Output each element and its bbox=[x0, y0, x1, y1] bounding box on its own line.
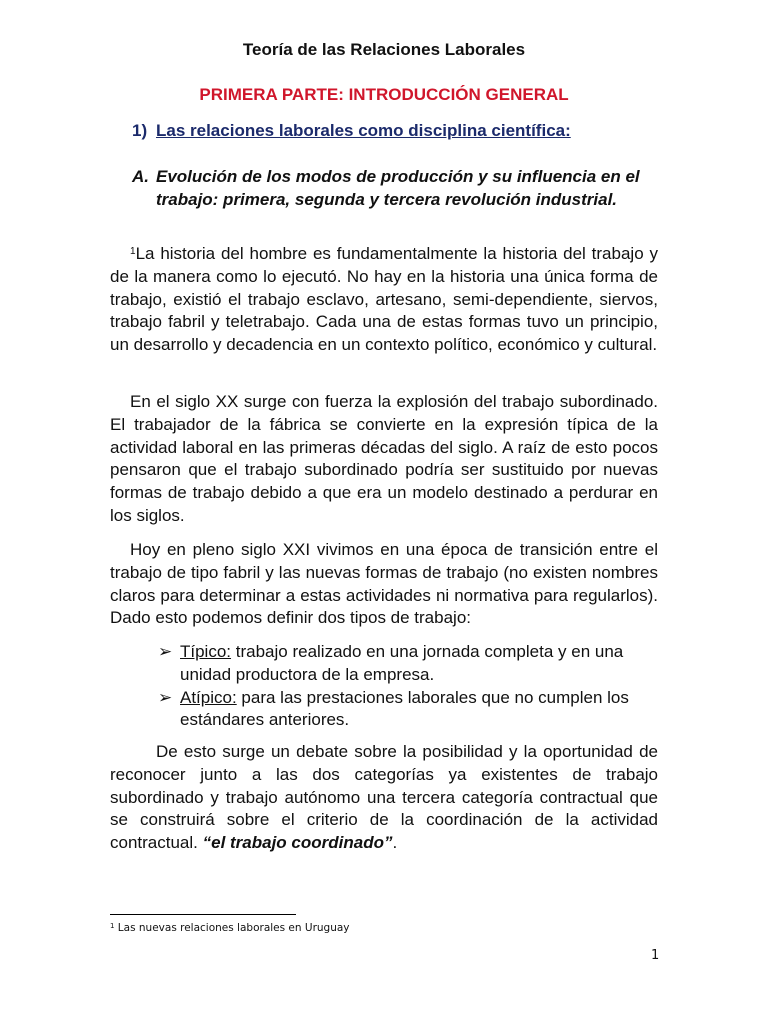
subsection-letter: A. bbox=[132, 167, 149, 186]
paragraph-1 bbox=[110, 243, 658, 357]
arrow-bullet-icon: ➢ bbox=[158, 687, 173, 707]
section-title: Las relaciones laborales como disciplina científica: bbox=[156, 121, 571, 140]
bullet-list bbox=[158, 641, 658, 732]
paragraph-2-text: En el siglo XX surge con fuerza la explosión del trabajo subordinado. El trabajador de la fábrica se convierte en la expresión típica de la actividad laboral en las primeras décadas del siglo. A raíz de esto pocos pensaron que el trabajo subordinado podría ser sustituido por nuevas formas de trabajo debido a que era un modelo destinado a perdurar en los siglos. bbox=[110, 392, 658, 525]
page-number: 1 bbox=[651, 948, 660, 963]
footnote bbox=[110, 922, 350, 934]
subsection-heading bbox=[132, 165, 662, 211]
list-item bbox=[158, 687, 658, 733]
bullet-text: para las prestaciones laborales que no cumplen los estándares anteriores. bbox=[180, 687, 629, 730]
part-heading: PRIMERA PARTE: INTRODUCCIÓN GENERAL bbox=[199, 85, 569, 104]
subsection-title: Evolución de los modos de producción y su influencia en el trabajo: primera, segunda y tercera revolución industrial. bbox=[156, 167, 640, 209]
footnote-reference: 1 bbox=[130, 246, 136, 257]
footnote-separator bbox=[110, 914, 296, 915]
paragraph-4-text: De esto surge un debate sobre la posibilidad y la oportunidad de reconocer junto a las dos categorías ya existentes de trabajo subordinado y trabajo autónomo una tercera categoría contractual que se construirá sobre el criterio de la coordinación de la actividad contractual. bbox=[110, 742, 658, 853]
section-number: 1) bbox=[132, 121, 148, 140]
footnote-text: Las nuevas relaciones laborales en Uruguay bbox=[114, 922, 350, 934]
bullet-text: trabajo realizado en una jornada completa y en una unidad productora de la empresa. bbox=[180, 642, 624, 684]
document-title: Teoría de las Relaciones Laborales bbox=[242, 40, 526, 59]
paragraph-3 bbox=[110, 539, 658, 630]
paragraph-4-emphasis: “el trabajo coordinado” bbox=[202, 833, 393, 853]
list-item bbox=[158, 641, 658, 687]
arrow-bullet-icon: ➢ bbox=[158, 642, 173, 661]
paragraph-3-text: Hoy en pleno siglo XXI vivimos en una época de transición entre el trabajo de tipo fabril y las nuevas formas de trabajo (no existen nombres claros para determinar a estas actividades ni normativa para regularlos). Dado esto podemos definir dos tipos de trabajo: bbox=[110, 540, 658, 628]
paragraph-2 bbox=[110, 391, 658, 528]
paragraph-4-end: . bbox=[392, 833, 398, 853]
section-heading bbox=[132, 121, 571, 141]
footnote-marker: 1 bbox=[110, 922, 115, 930]
paragraph-4 bbox=[110, 741, 658, 855]
paragraph-1-text: La historia del hombre es fundamentalmente la historia del trabajo y de la manera como lo ejecutó. No hay en la historia una única forma de trabajo, existió el trabajo esclavo, artesano, semi-dependiente, siervos, trabajo fabril y teletrabajo. Cada una de estas formas tuvo un principio, un desarrollo y decadencia en un contexto político, económico y cultural. bbox=[110, 244, 658, 355]
bullet-term: Típico: bbox=[180, 642, 232, 661]
bullet-term: Atípico: bbox=[180, 687, 237, 707]
